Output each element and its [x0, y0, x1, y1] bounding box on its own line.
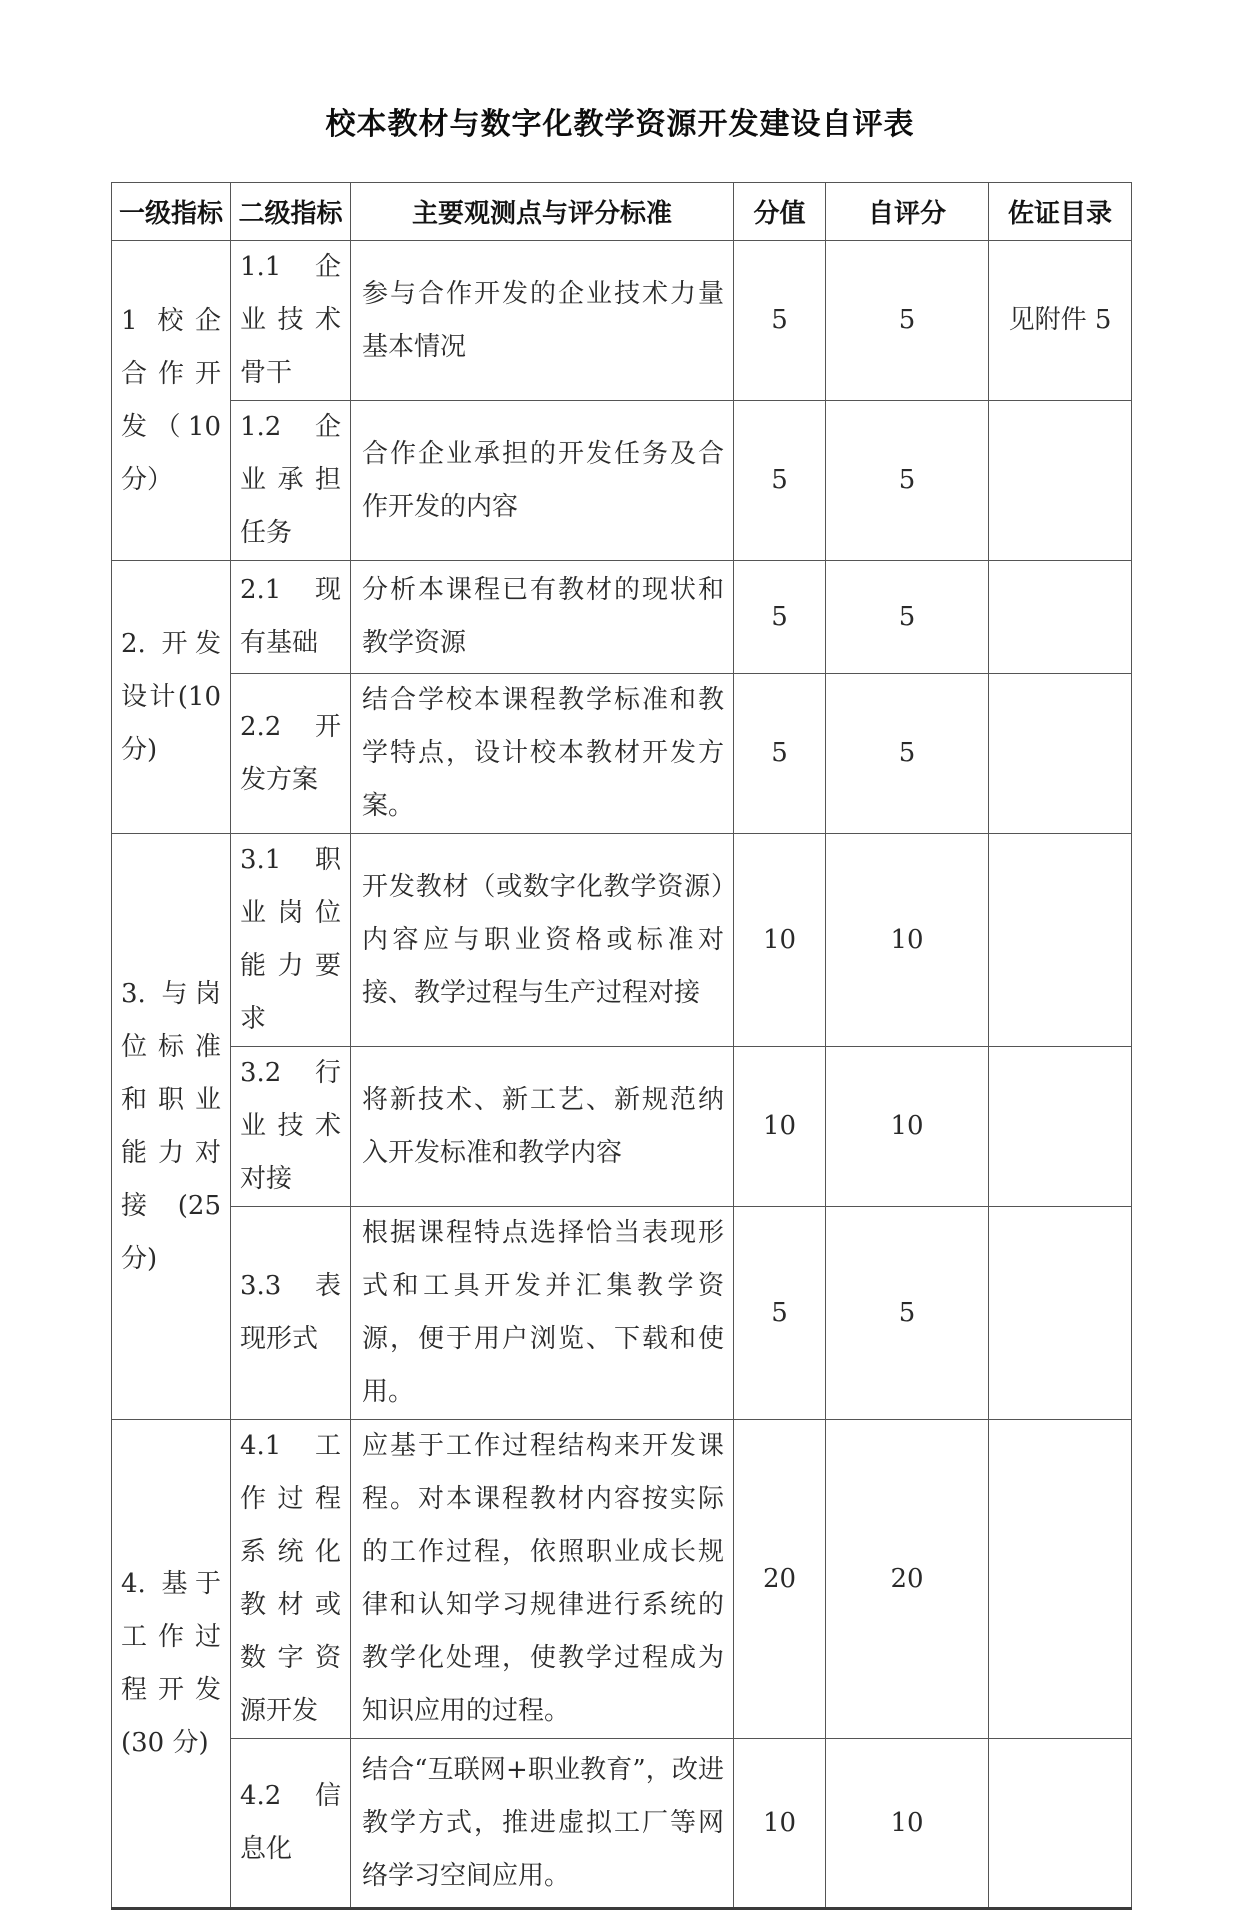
score-cell: 5	[734, 401, 826, 561]
score-cell: 5	[734, 561, 826, 674]
header-evidence: 佐证目录	[989, 183, 1132, 241]
evidence-cell	[989, 561, 1132, 674]
self-score-cell: 5	[826, 241, 989, 401]
evidence-cell	[989, 1420, 1132, 1739]
table-row	[112, 1420, 1132, 1739]
level2-indicator-cell: 4.1 工作过程系统化教材或数字资源开发	[231, 1420, 351, 1739]
level2-indicator-cell: 1.1 企业技术骨干	[231, 241, 351, 401]
table-row	[112, 561, 1132, 674]
header-level1-indicator: 一级指标	[112, 183, 231, 241]
evidence-cell	[989, 401, 1132, 561]
evaluation-table	[111, 182, 1132, 1910]
level2-indicator-cell: 2.2 开发方案	[231, 674, 351, 834]
self-score-cell: 5	[826, 561, 989, 674]
level2-indicator-cell: 1.2 企业承担任务	[231, 401, 351, 561]
score-cell: 10	[734, 1047, 826, 1207]
level2-indicator-cell: 4.2 信息化	[231, 1739, 351, 1909]
table-header-row	[112, 183, 1132, 241]
evidence-cell: 见附件 5	[989, 241, 1132, 401]
evidence-cell	[989, 1207, 1132, 1420]
self-score-cell: 10	[826, 1739, 989, 1909]
criteria-cell: 参与合作开发的企业技术力量基本情况	[351, 241, 734, 401]
table-row	[112, 834, 1132, 1047]
criteria-cell: 合作企业承担的开发任务及合作开发的内容	[351, 401, 734, 561]
page-title: 校本教材与数字化教学资源开发建设自评表	[325, 107, 915, 142]
self-score-cell: 20	[826, 1420, 989, 1739]
self-score-cell: 5	[826, 401, 989, 561]
criteria-cell: 应基于工作过程结构来开发课程。对本课程教材内容按实际的工作过程，依照职业成长规律和认知学习规律进行系统的教学化处理，使教学过程成为知识应用的过程。	[351, 1420, 734, 1739]
criteria-cell: 分析本课程已有教材的现状和教学资源	[351, 561, 734, 674]
header-criteria: 主要观测点与评分标准	[351, 183, 734, 241]
criteria-cell: 根据课程特点选择恰当表现形式和工具开发并汇集教学资源，便于用户浏览、下载和使用。	[351, 1207, 734, 1420]
criteria-cell: 结合“互联网+职业教育”，改进教学方式，推进虚拟工厂等网络学习空间应用。	[351, 1739, 734, 1909]
level1-indicator-cell: 1 校企合作开发（10 分）	[112, 241, 231, 561]
table-row	[112, 1739, 1132, 1909]
criteria-cell: 将新技术、新工艺、新规范纳入开发标准和教学内容	[351, 1047, 734, 1207]
self-score-cell: 10	[826, 1047, 989, 1207]
evidence-cell	[989, 1739, 1132, 1909]
evidence-cell	[989, 1047, 1132, 1207]
level2-indicator-cell: 3.1 职业岗位能力要求	[231, 834, 351, 1047]
level1-indicator-cell: 4. 基于工作过程开发(30 分)	[112, 1420, 231, 1909]
table-row	[112, 1047, 1132, 1207]
table-row	[112, 241, 1132, 401]
table-row	[112, 1207, 1132, 1420]
self-score-cell: 5	[826, 674, 989, 834]
self-score-cell: 10	[826, 834, 989, 1047]
level2-indicator-cell: 3.3 表现形式	[231, 1207, 351, 1420]
table-row	[112, 401, 1132, 561]
header-self-score: 自评分	[826, 183, 989, 241]
criteria-cell: 开发教材（或数字化教学资源）内容应与职业资格或标准对接、教学过程与生产过程对接	[351, 834, 734, 1047]
score-cell: 5	[734, 1207, 826, 1420]
score-cell: 10	[734, 1739, 826, 1909]
score-cell: 20	[734, 1420, 826, 1739]
score-cell: 5	[734, 674, 826, 834]
header-level2-indicator: 二级指标	[231, 183, 351, 241]
criteria-cell: 结合学校本课程教学标准和教学特点，设计校本教材开发方案。	[351, 674, 734, 834]
self-score-cell: 5	[826, 1207, 989, 1420]
level1-indicator-cell: 2. 开发设计(10 分)	[112, 561, 231, 834]
evidence-cell	[989, 674, 1132, 834]
evidence-cell	[989, 834, 1132, 1047]
header-score: 分值	[734, 183, 826, 241]
table-row	[112, 674, 1132, 834]
score-cell: 10	[734, 834, 826, 1047]
level2-indicator-cell: 3.2 行业技术对接	[231, 1047, 351, 1207]
score-cell: 5	[734, 241, 826, 401]
level2-indicator-cell: 2.1 现有基础	[231, 561, 351, 674]
level1-indicator-cell: 3. 与岗位标准和职业能力对接(25 分)	[112, 834, 231, 1420]
